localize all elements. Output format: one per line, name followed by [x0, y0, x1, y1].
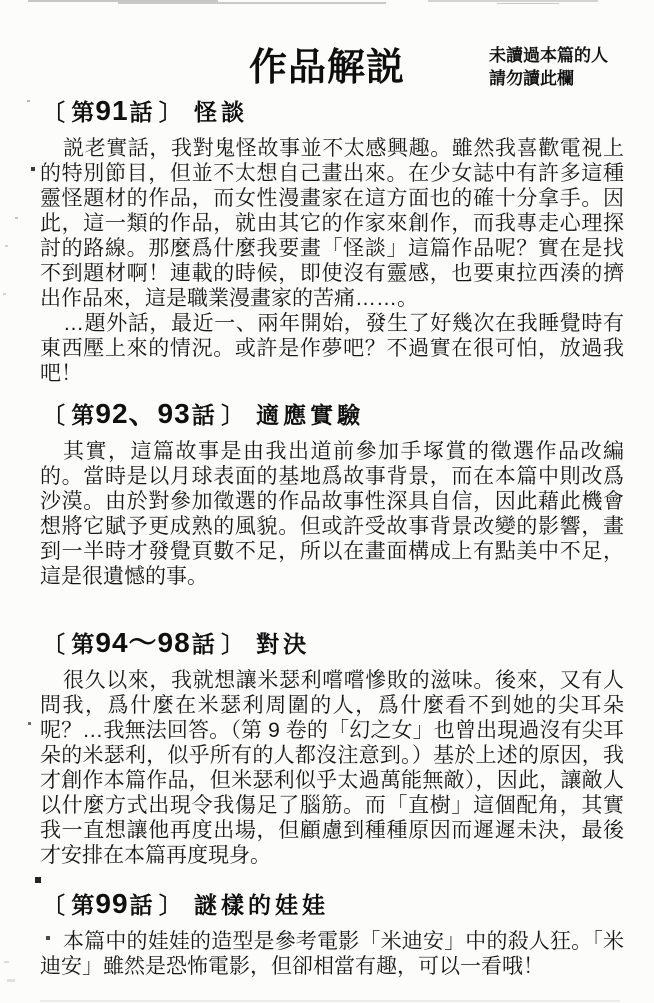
- section-heading: [42, 399, 622, 430]
- heading-episode-title: 怪談: [193, 99, 248, 125]
- heading-bracket-post: 話 〕: [129, 99, 182, 125]
- heading-episode-title: 適應實驗: [256, 402, 365, 428]
- heading-episode-title: 謎樣的娃娃: [193, 892, 329, 918]
- section-chapter-99: [40, 889, 622, 979]
- heading-bracket-pre: 〔 第: [42, 892, 95, 918]
- body-paragraph: 本篇中的娃娃的造型是參考電影「米迪安」中的殺人狂。「米迪安」雖然是恐怖電影，但卻相當有趣，可以一看哦！: [40, 930, 624, 978]
- reader-warning-line-1: 未讀過本篇的人: [489, 46, 608, 65]
- heading-episode-number: 94～98: [95, 627, 191, 658]
- body-paragraph: 其實，這篇故事是由我出道前參加手塚賞的徵選作品改編的。當時是以月球表面的基地爲故事背景，而在本篇中則改爲沙漠。由於對參加徵選的作品故事性深具自信，因此藉此機會想將它賦予更成熟的風貌。但或許受故事背景改變的影響，畫到一半時才發覺頁數不足，所以在畫面構成上有點美中不足，這是很遺憾的事。: [40, 440, 624, 588]
- section-heading: [42, 628, 622, 659]
- reader-warning-line-2: 請勿讀此欄: [489, 69, 574, 88]
- body-paragraph: 説老實話，我對鬼怪故事並不太感興趣。雖然我喜歡電視上的特別節目，但並不太想自己畫出來。在少女誌中有許多這種靈怪題材的作品，而女性漫畫家在這方面也的確十分拿手。因此，這一類的作品，就由其它的作家來創作，而我專走心理探討的路線。那麼爲什麼我要畫「怪談」這篇作品呢？實在是找不到題材啊！連載的時候，即使沒有靈感，也要東拉西湊的擠出作品來，這是職業漫畫家的苦痛……。: [40, 137, 624, 310]
- heading-episode-number: 99: [95, 888, 129, 919]
- body-paragraph: 很久以來，我就想讓米瑟利嚐嚐慘敗的滋味。後來，又有人問我，爲什麼在米瑟利周圍的人，爲什麼看不到她的尖耳朵呢？…我無法回答。（第 9 卷的「幻之女」也曾出現過沒有尖耳朵的米瑟利，似乎所有的人都沒注意到。）基於上述的原因，我才創作本篇作品，但米瑟利似乎太過萬能無敵），因此，讓敵人以什麼方式出現令我傷足了腦筋。而「直樹」這個配角，其實我一直想讓他再度出場，但顧慮到種種原因而遲遲未決，最後才安排在本篇再度現身。: [40, 669, 624, 867]
- section-heading: [42, 96, 622, 127]
- masthead: [0, 0, 654, 96]
- commentary-content: [0, 96, 654, 979]
- section-chapter-92-93: [40, 399, 622, 589]
- reader-warning-note: [489, 44, 608, 90]
- body-paragraph: …題外話，最近一、兩年開始，發生了好幾次在我睡覺時有東西壓上來的情況。或許是作夢吧？不過實在很可怕，放過我吧！: [40, 312, 624, 385]
- heading-bracket-post: 話 〕: [191, 631, 245, 657]
- heading-episode-number: 91: [95, 95, 129, 126]
- page-title: 作品解説: [248, 47, 406, 89]
- heading-bracket-pre: 〔 第: [42, 402, 95, 428]
- scan-bottom-edge: [40, 1000, 620, 1002]
- section-chapter-91: [40, 96, 622, 386]
- heading-bracket-post: 話 〕: [191, 402, 245, 428]
- heading-bracket-pre: 〔 第: [42, 631, 95, 657]
- heading-bracket-pre: 〔 第: [42, 99, 95, 125]
- section-chapter-94-98: [40, 628, 622, 868]
- heading-episode-number: 92、93: [95, 398, 191, 429]
- section-heading: [42, 889, 622, 920]
- heading-episode-title: 對決: [256, 631, 311, 657]
- scan-speck: [7, 979, 15, 982]
- heading-bracket-post: 話 〕: [129, 892, 182, 918]
